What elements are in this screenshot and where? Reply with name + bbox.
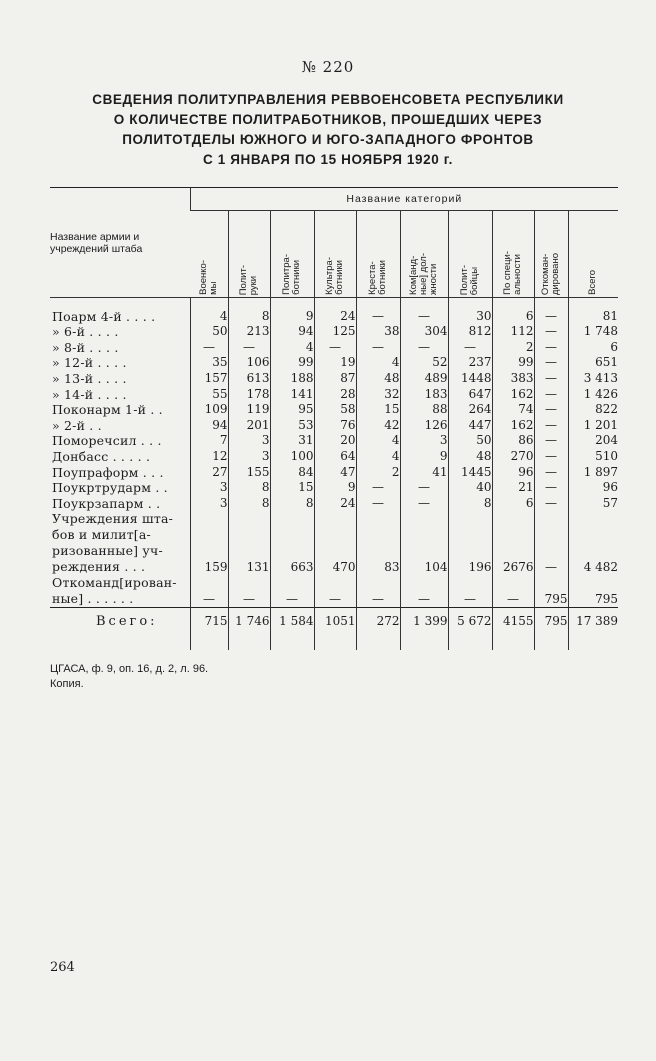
column-header — [190, 211, 228, 298]
row-label: Поупраформ . . . — [52, 464, 164, 480]
spacer-cell — [568, 298, 618, 309]
row-label: Поконарм 1-й . . — [52, 402, 163, 418]
total-cell: 4155 — [492, 607, 534, 650]
total-cell: 1 584 — [270, 607, 314, 650]
table-cell: 86 — [492, 433, 534, 449]
total-cell: 1 399 — [400, 607, 448, 650]
total-cell: 1 746 — [228, 607, 270, 650]
table-cell: — — [534, 324, 568, 340]
row-label: Поукрзапарм . . — [52, 495, 161, 511]
table-cell: 57 — [568, 495, 618, 511]
table-cell: — — [400, 308, 448, 324]
title-line: ПОЛИТОТДЕЛЫ ЮЖНОГО И ЮГО-ЗАПАДНОГО ФРОНТОВ — [122, 132, 534, 147]
table-cell: 19 — [314, 355, 356, 371]
table-row — [50, 386, 618, 402]
table-cell: 1 426 — [568, 386, 618, 402]
table-cell: 213 — [228, 324, 270, 340]
table-cell: 106 — [228, 355, 270, 371]
table-cell: 3 413 — [568, 370, 618, 386]
table-cell: 38 — [356, 324, 400, 340]
spacer-cell — [50, 298, 190, 309]
table-cell: 795 — [568, 575, 618, 608]
table-cell: 510 — [568, 448, 618, 464]
archive-source — [50, 662, 208, 692]
total-cell: 1051 — [314, 607, 356, 650]
table-cell: 24 — [314, 495, 356, 511]
table-cell: — — [448, 575, 492, 608]
table-cell: 812 — [448, 324, 492, 340]
table-cell: 74 — [492, 402, 534, 418]
table-cell: 4 — [356, 355, 400, 371]
table-cell: — — [356, 308, 400, 324]
table-cell: 55 — [190, 386, 228, 402]
total-cell: 272 — [356, 607, 400, 650]
total-cell: 5 672 — [448, 607, 492, 650]
table-cell: 104 — [400, 511, 448, 575]
column-header-label: Ком[анд- ные] дол- жности — [408, 253, 439, 295]
table-cell: 96 — [492, 464, 534, 480]
table-cell: 99 — [492, 355, 534, 371]
table-cell: 201 — [228, 417, 270, 433]
row-header: Название армии и учреждений штаба — [50, 188, 190, 298]
table-cell: 30 — [448, 308, 492, 324]
category-group-header: Название категорий — [190, 188, 618, 211]
table-cell: 2 — [356, 464, 400, 480]
table-cell: 58 — [314, 402, 356, 418]
table-cell: 204 — [568, 433, 618, 449]
table-cell: 76 — [314, 417, 356, 433]
table-header — [50, 188, 618, 298]
table-cell: 119 — [228, 402, 270, 418]
spacer-cell — [448, 298, 492, 309]
row-label: Откоманд[ирован- ные] . . . . . . — [52, 574, 177, 606]
table-cell: 83 — [356, 511, 400, 575]
table-cell: 32 — [356, 386, 400, 402]
table-cell: 188 — [270, 370, 314, 386]
table-cell: 109 — [190, 402, 228, 418]
table-cell: 100 — [270, 448, 314, 464]
table-cell: 1445 — [448, 464, 492, 480]
table-row — [50, 370, 618, 386]
table-cell: 94 — [270, 324, 314, 340]
row-label: » 2-й . . — [52, 417, 102, 433]
table-cell: 9 — [270, 308, 314, 324]
table-cell: 8 — [270, 495, 314, 511]
table-row — [50, 339, 618, 355]
table-cell: 9 — [314, 480, 356, 496]
table-cell: 4 — [270, 339, 314, 355]
spacer-row — [50, 298, 618, 309]
table-cell: 131 — [228, 511, 270, 575]
table-cell: 3 — [228, 433, 270, 449]
table-cell: 237 — [448, 355, 492, 371]
table-cell: 270 — [492, 448, 534, 464]
table-cell: — — [356, 575, 400, 608]
table-cell: 21 — [492, 480, 534, 496]
spacer-cell — [270, 298, 314, 309]
column-header — [314, 211, 356, 298]
table-cell: 53 — [270, 417, 314, 433]
table-cell: 9 — [400, 448, 448, 464]
row-label: Поукртрударм . . — [52, 480, 168, 496]
table-row — [50, 433, 618, 449]
table-cell: 15 — [356, 402, 400, 418]
table-row — [50, 575, 618, 608]
table-cell: — — [534, 308, 568, 324]
table-cell: 47 — [314, 464, 356, 480]
table-cell: — — [270, 575, 314, 608]
table-row — [50, 324, 618, 340]
table-cell: — — [314, 339, 356, 355]
spacer-cell — [400, 298, 448, 309]
row-label: » 6-й . . . . — [52, 324, 119, 340]
row-label: » 8-й . . . . — [52, 339, 119, 355]
column-header — [228, 211, 270, 298]
total-cell: 17 389 — [568, 607, 618, 650]
table-cell: 40 — [448, 480, 492, 496]
column-header-label: Полит- бойцы — [459, 264, 480, 295]
table-row — [50, 511, 618, 575]
column-header-label: Креста- ботники — [367, 260, 388, 295]
table-row — [50, 308, 618, 324]
table-cell: 64 — [314, 448, 356, 464]
row-label: Донбасс . . . . . — [52, 448, 151, 464]
column-header — [534, 211, 568, 298]
table-cell: — — [534, 339, 568, 355]
total-cell: 715 — [190, 607, 228, 650]
total-row — [50, 607, 618, 650]
table-cell: 31 — [270, 433, 314, 449]
table-cell: — — [492, 575, 534, 608]
table-row — [50, 464, 618, 480]
table-cell: 4 — [356, 448, 400, 464]
table-cell: 6 — [568, 339, 618, 355]
table-cell: 20 — [314, 433, 356, 449]
table-cell: 4 — [190, 308, 228, 324]
column-header-label: Откоман- дировано — [540, 252, 561, 295]
table-cell: 88 — [400, 402, 448, 418]
table-cell: 87 — [314, 370, 356, 386]
spacer-cell — [492, 298, 534, 309]
table-cell: — — [534, 448, 568, 464]
row-label: » 12-й . . . . — [52, 355, 127, 371]
table-cell: 489 — [400, 370, 448, 386]
table-cell: 2 — [492, 339, 534, 355]
total-cell: 795 — [534, 607, 568, 650]
table-cell: 15 — [270, 480, 314, 496]
table-cell: 3 — [400, 433, 448, 449]
table-cell: 4 — [356, 433, 400, 449]
column-header-label: Политра- ботники — [281, 254, 302, 295]
table-cell: 663 — [270, 511, 314, 575]
table-cell: 2676 — [492, 511, 534, 575]
column-header — [270, 211, 314, 298]
column-header — [400, 211, 448, 298]
table-cell: 99 — [270, 355, 314, 371]
table-cell: 8 — [228, 480, 270, 496]
table-cell: 155 — [228, 464, 270, 480]
table-cell: — — [356, 339, 400, 355]
table-row — [50, 402, 618, 418]
document-number: № 220 — [301, 58, 355, 76]
table-cell: 470 — [314, 511, 356, 575]
column-header — [448, 211, 492, 298]
table-cell: — — [448, 339, 492, 355]
copy-note: Копия. — [50, 678, 84, 690]
table-cell: 1 897 — [568, 464, 618, 480]
table-row — [50, 417, 618, 433]
title-line: С 1 ЯНВАРЯ ПО 15 НОЯБРЯ 1920 г. — [203, 152, 453, 167]
table-cell: 1448 — [448, 370, 492, 386]
table-cell: 6 — [492, 495, 534, 511]
table-cell: 141 — [270, 386, 314, 402]
table-cell: — — [400, 339, 448, 355]
table-cell: 3 — [190, 480, 228, 496]
table-cell: 48 — [448, 448, 492, 464]
table-cell: 50 — [448, 433, 492, 449]
column-header — [356, 211, 400, 298]
table-row — [50, 355, 618, 371]
table-row — [50, 495, 618, 511]
table-cell: 822 — [568, 402, 618, 418]
spacer-cell — [190, 298, 228, 309]
table-cell: — — [534, 480, 568, 496]
table-cell: — — [356, 495, 400, 511]
table-cell: 28 — [314, 386, 356, 402]
title-line: СВЕДЕНИЯ ПОЛИТУПРАВЛЕНИЯ РЕВВОЕНСОВЕТА РЕСПУБЛИКИ — [92, 92, 564, 107]
column-header-label: Военко- мы — [197, 260, 219, 295]
table-cell: 52 — [400, 355, 448, 371]
table-cell: 613 — [228, 370, 270, 386]
table-cell: — — [190, 339, 228, 355]
table-cell: 1 201 — [568, 417, 618, 433]
table-cell: — — [534, 402, 568, 418]
spacer-cell — [534, 298, 568, 309]
column-header — [492, 211, 534, 298]
table-cell: — — [534, 495, 568, 511]
table-body — [50, 298, 618, 650]
column-header — [568, 211, 618, 298]
table-cell: 3 — [190, 495, 228, 511]
table-cell: 264 — [448, 402, 492, 418]
page-number: 264 — [50, 960, 75, 975]
table-cell: 42 — [356, 417, 400, 433]
table-cell: 162 — [492, 386, 534, 402]
table-cell: — — [534, 386, 568, 402]
table-cell: — — [534, 433, 568, 449]
table-cell: 95 — [270, 402, 314, 418]
table-cell: 3 — [228, 448, 270, 464]
table-cell: 651 — [568, 355, 618, 371]
table-cell: 8 — [448, 495, 492, 511]
column-header-label: Культра- ботники — [324, 257, 345, 295]
table-cell: 84 — [270, 464, 314, 480]
column-header-label: Всего — [587, 270, 599, 295]
row-label: Поарм 4-й . . . . — [52, 308, 156, 324]
table-cell: — — [400, 575, 448, 608]
table-cell: — — [400, 495, 448, 511]
table-row — [50, 480, 618, 496]
table-cell: — — [190, 575, 228, 608]
table-cell: 126 — [400, 417, 448, 433]
title-line: О КОЛИЧЕСТВЕ ПОЛИТРАБОТНИКОВ, ПРОШЕДШИХ ЧЕРЕЗ — [113, 112, 543, 127]
table-cell: 41 — [400, 464, 448, 480]
table-cell: 8 — [228, 495, 270, 511]
source-reference: ЦГАСА, ф. 9, оп. 16, д. 2, л. 96. — [50, 663, 209, 675]
table-cell: 196 — [448, 511, 492, 575]
table-cell: 125 — [314, 324, 356, 340]
table-cell: — — [534, 511, 568, 575]
table-cell: 162 — [492, 417, 534, 433]
table-cell: 447 — [448, 417, 492, 433]
table-cell: 35 — [190, 355, 228, 371]
column-header-label: Полит- руки — [238, 264, 259, 295]
table-cell: — — [314, 575, 356, 608]
table-cell: — — [534, 370, 568, 386]
table-cell: 157 — [190, 370, 228, 386]
table-cell: 183 — [400, 386, 448, 402]
table-cell: — — [534, 355, 568, 371]
table-cell: 48 — [356, 370, 400, 386]
table-cell: — — [534, 464, 568, 480]
table-cell: 81 — [568, 308, 618, 324]
table-cell: — — [356, 480, 400, 496]
table-cell: 1 748 — [568, 324, 618, 340]
table-cell: 647 — [448, 386, 492, 402]
table-row — [50, 448, 618, 464]
table-cell: 12 — [190, 448, 228, 464]
column-header-label: По специ- альности — [502, 251, 523, 295]
table-cell: — — [534, 417, 568, 433]
table-cell: 7 — [190, 433, 228, 449]
row-label: Поморечсил . . . — [52, 433, 162, 449]
table-cell: 27 — [190, 464, 228, 480]
table-cell: 159 — [190, 511, 228, 575]
table-cell: 383 — [492, 370, 534, 386]
table-cell: — — [400, 480, 448, 496]
total-label: Всего: — [50, 607, 190, 650]
table-cell: 304 — [400, 324, 448, 340]
table-cell: 6 — [492, 308, 534, 324]
table-cell: 178 — [228, 386, 270, 402]
spacer-cell — [228, 298, 270, 309]
table-cell: 50 — [190, 324, 228, 340]
spacer-cell — [314, 298, 356, 309]
row-label: » 13-й . . . . — [52, 370, 127, 386]
table-cell: 24 — [314, 308, 356, 324]
table-cell: — — [228, 339, 270, 355]
table-cell: — — [228, 575, 270, 608]
table-cell: 96 — [568, 480, 618, 496]
table-cell: 795 — [534, 575, 568, 608]
spacer-cell — [356, 298, 400, 309]
table-cell: 94 — [190, 417, 228, 433]
document-title — [40, 90, 616, 170]
row-label: Учреждения шта- бов и милит[а- ризованные] уч- реждения . . . — [52, 510, 174, 574]
row-label: » 14-й . . . . — [52, 386, 127, 402]
table-cell: 8 — [228, 308, 270, 324]
table-cell: 4 482 — [568, 511, 618, 575]
statistics-table — [50, 187, 618, 650]
table-cell: 112 — [492, 324, 534, 340]
